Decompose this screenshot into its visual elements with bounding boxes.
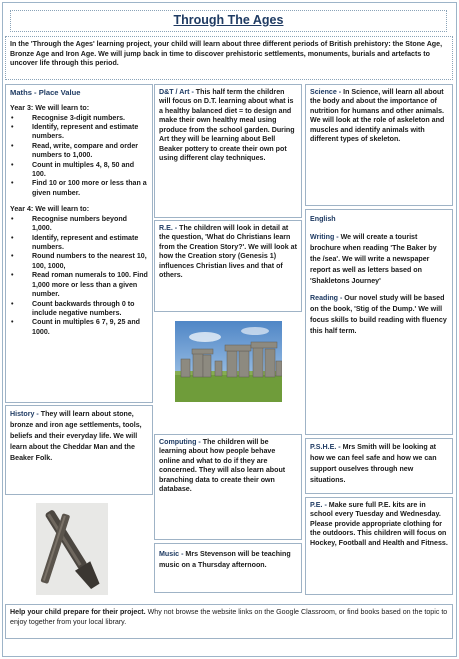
list-item: • Count in multiples 6 7, 9, 25 and 1000. [10,318,148,337]
footer-box [5,604,453,639]
dt-art-heading: D&T / Art - [159,88,196,96]
list-item: • Recognise 3-digit numbers. [10,114,148,123]
stonehenge-image [175,321,282,402]
re-text: The children will look in detail at the question, 'What do Christians learn from the Creation Story?'. We will look at how the Creation story (Genesis 1) influences Christian lives and that of others. [159,224,297,280]
list-item: • Read roman numerals to 100. Find 1,000 more or less than a given number. [10,271,148,299]
page-title: Through The Ages [173,13,284,27]
title-box [10,10,447,32]
maths-heading: Maths - Place Value [10,88,81,97]
re-heading: R.E. - [159,224,180,232]
music-heading: Music - [159,550,186,558]
english-reading-text: Our novel study will be based on the book, 'Stig of the Dump.' We will focus skills to build reading with fluency this half term. [310,294,447,336]
footer-strong: Help your child prepare for their project. [10,608,146,616]
history-box [5,405,153,495]
english-reading [310,293,448,337]
science-box [305,84,453,206]
maths-year3-list [10,114,148,199]
pshe-text: Mrs Smith will be looking at how we can feel safe and how we can support ouselves through new situations. [310,443,437,484]
computing-heading: Computing - [159,438,203,446]
list-item: • Round numbers to the nearest 10, 100, 1000, [10,252,148,271]
bronze-tool-image [36,503,108,595]
maths-year4-list [10,215,148,337]
pshe-heading: P.S.H.E. - [310,443,343,451]
pe-heading: P.E. - [310,501,329,509]
pe-box [305,497,453,595]
science-heading: Science - [310,88,344,96]
english-reading-label: Reading - [310,294,345,303]
music-box [154,543,302,593]
english-heading: English [310,215,336,223]
english-writing [310,232,448,287]
english-writing-text: We will create a tourist brochure when reading 'The Baker by the /sea'. We will write a newspaper report as well as letters based on 'Shakletons Journey' [310,233,437,286]
list-item: • Count in multiples 4, 8, 50 and 100. [10,161,148,180]
history-text: They will learn about stone, bronze and iron age settlements, tools, beliefs and their everyday life. We will learn about the Cheddar Man and the Beaker Folk. [10,410,142,462]
list-item: • Recognise numbers beyond 1,000. [10,215,148,234]
maths-year3-intro: Year 3: We will learn to: [10,104,90,113]
pe-text: Make sure full P.E. kits are in school every Tuesday and Wednesday. Please provide appropriate clothing for the outdoors. This children will focus on Hockey, Football and Health and Fitness. [310,501,448,547]
intro-text: In the 'Through the Ages' learning project, your child will learn about three different periods of British prehistory: the Stone Age, Bronze Age and Iron Age. We will jump back in time to discover prehistoric settlements, monuments, burials and artefacts to uncover life through this period. [10,40,443,68]
list-item: • Identify, represent and estimate numbers. [10,123,148,142]
computing-box [154,434,302,540]
maths-year4-intro: Year 4: We will learn to: [10,205,90,214]
re-box [154,220,302,312]
pshe-box [305,438,453,494]
list-item: • Count backwards through 0 to include negative numbers. [10,300,148,319]
footer-text: Why not browse the website links on the Google Classroom, or find books based on the topic to enjoy together from your local library. [10,608,448,626]
dt-art-box [154,84,302,218]
computing-text: The children will be learning about how people behave online and what to do if they are concerned. They will also learn about branching data to create their own database. [159,438,286,494]
history-heading: History - [10,410,41,418]
maths-box [5,84,153,403]
intro-box [5,36,453,80]
science-text: In Science, will learn all about the body and about the importance of nutrition for humans and other animals. We will look at the role of askeleton and muscles and identify animals with different types of skeleton. [310,88,445,144]
english-writing-label: Writing - [310,233,341,242]
list-item: • Read, write, compare and order numbers to 1,000. [10,142,148,161]
list-item: • Find 10 or 100 more or less than a given number. [10,179,148,198]
list-item: • Identify, represent and estimate numbers. [10,234,148,253]
english-box [305,209,453,435]
dt-art-text: This half term the children will focus on D.T. learning about what is a healthy balanced diet = to design and make their own healthy meal using produce from the school garden. During Art they will be learning about Bell Beaker pottery to create their own pot using different clay techniques. [159,88,295,162]
music-text: Mrs Stevenson will be teaching music on a Thursday afternoon. [159,550,291,570]
